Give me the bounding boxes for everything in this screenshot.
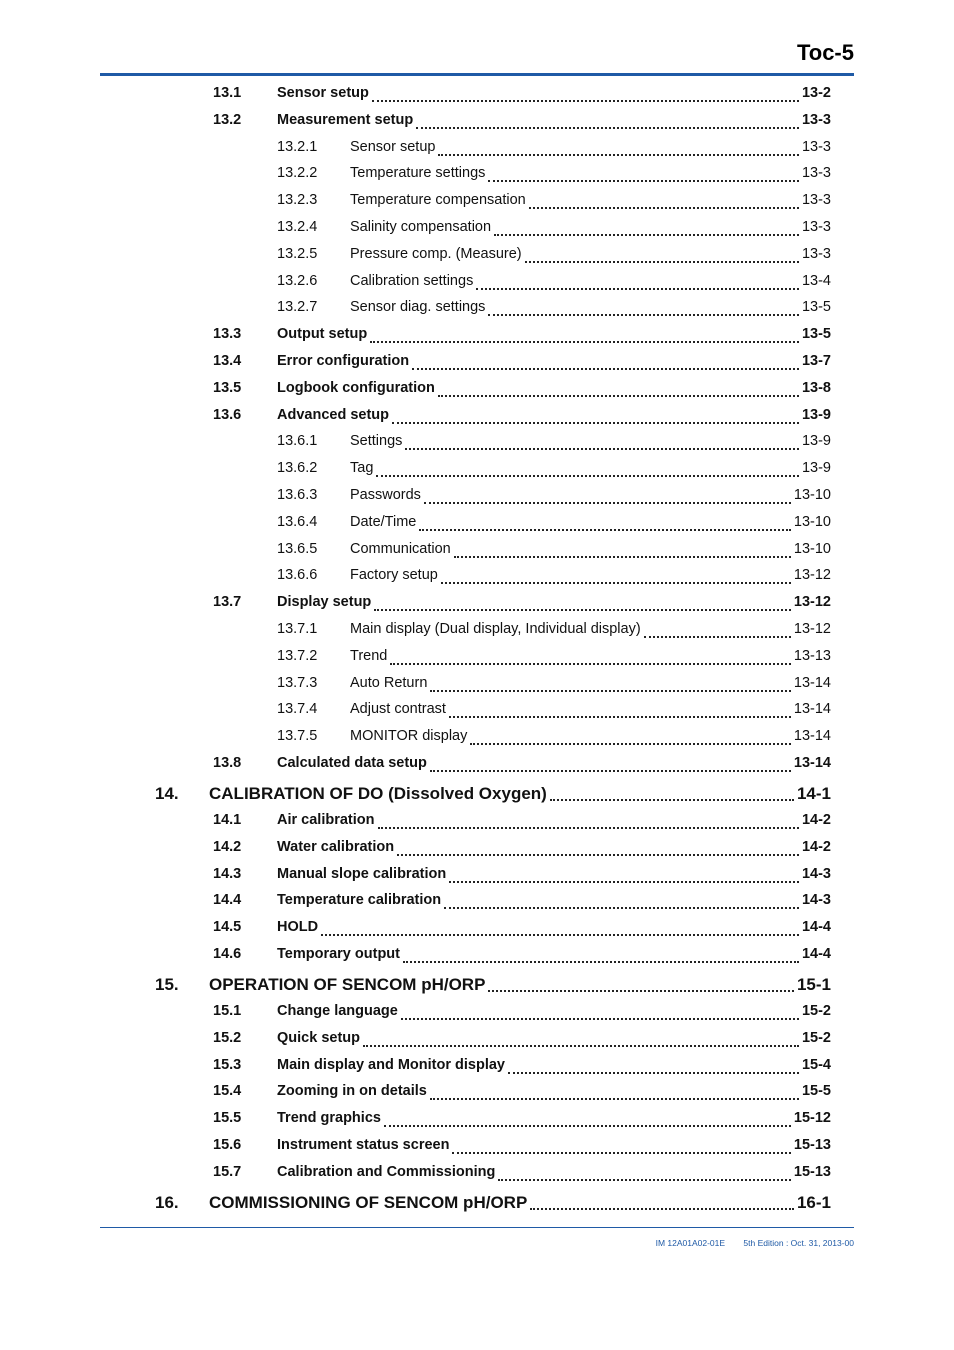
toc-entry[interactable] xyxy=(0,866,954,888)
toc-dot-leader xyxy=(488,179,799,182)
toc-entry-page: 16-1 xyxy=(796,1192,831,1212)
toc-entry[interactable] xyxy=(0,648,954,670)
toc-dot-leader xyxy=(378,826,799,829)
toc-entry-number: 14.6 xyxy=(213,946,242,962)
toc-entry-title: CALIBRATION OF DO (Dissolved Oxygen) xyxy=(209,784,547,803)
toc-dot-leader xyxy=(384,1124,791,1127)
toc-dot-leader xyxy=(430,769,791,772)
toc-entry-number: 15.4 xyxy=(213,1083,242,1100)
toc-entry[interactable] xyxy=(0,246,954,268)
toc-entry-page: 13-10 xyxy=(793,487,831,503)
toc-entry[interactable] xyxy=(0,594,954,616)
toc-entry-title: Sensor setup xyxy=(277,85,369,101)
toc-entry-number: 13.6.5 xyxy=(277,540,318,557)
toc-entry-number: 13.7.5 xyxy=(277,728,318,745)
toc-dot-leader xyxy=(498,1178,791,1181)
toc-dot-leader xyxy=(444,906,799,909)
toc-dot-leader xyxy=(374,608,791,611)
toc-entry-title: Instrument status screen xyxy=(277,1137,450,1153)
toc-dot-leader xyxy=(401,1017,799,1020)
toc-entry-title: Sensor setup xyxy=(350,138,436,155)
toc-entry-number: 13.6.2 xyxy=(277,460,318,477)
toc-entry-page: 14-1 xyxy=(796,784,831,803)
toc-entry[interactable] xyxy=(0,112,954,134)
toc-entry-page: 13-2 xyxy=(801,85,831,101)
toc-entry[interactable] xyxy=(0,1164,954,1186)
toc-dot-leader xyxy=(488,313,799,316)
toc-entry-page: 13-14 xyxy=(793,755,831,771)
toc-entry-number: 13.2.5 xyxy=(277,245,318,262)
toc-entry-title: Change language xyxy=(277,1003,398,1019)
toc-entry[interactable] xyxy=(0,407,954,429)
toc-entry-title: Passwords xyxy=(350,487,421,503)
toc-entry-title: Air calibration xyxy=(277,812,375,828)
toc-entry[interactable] xyxy=(0,784,954,806)
toc-entry[interactable] xyxy=(0,1030,954,1052)
toc-entry[interactable] xyxy=(0,273,954,295)
toc-entry[interactable] xyxy=(0,380,954,402)
toc-entry[interactable] xyxy=(0,1193,954,1215)
toc-entry-title: HOLD xyxy=(277,919,319,936)
toc-entry-title: Display setup xyxy=(277,594,372,611)
toc-entry-title: Temperature calibration xyxy=(277,892,442,909)
toc-entry-page: 13-9 xyxy=(801,406,831,423)
toc-entry-number: 15.1 xyxy=(213,1003,242,1019)
toc-entry-number: 13.6.1 xyxy=(277,433,318,450)
toc-entry-page: 13-10 xyxy=(793,540,831,557)
toc-entry-number: 13.7.2 xyxy=(277,647,318,664)
toc-entry-page: 13-12 xyxy=(793,621,831,637)
toc-entry-title: Logbook configuration xyxy=(277,379,435,396)
toc-entry[interactable] xyxy=(0,812,954,834)
toc-entry-page: 15-5 xyxy=(801,1083,831,1100)
toc-dot-leader xyxy=(412,367,799,370)
toc-entry[interactable] xyxy=(0,219,954,241)
toc-dot-leader xyxy=(438,153,799,156)
toc-entry-number: 15.7 xyxy=(213,1163,242,1180)
toc-entry-number: 14.4 xyxy=(213,892,242,909)
footer-rule xyxy=(100,1227,854,1228)
toc-entry-number: 13.6.3 xyxy=(277,487,318,503)
toc-dot-leader xyxy=(488,989,794,992)
toc-entry-number: 15. xyxy=(155,975,179,994)
toc-entry-title: Error configuration xyxy=(277,353,410,369)
toc-entry-title: Communication xyxy=(350,540,451,557)
toc-entry-page: 13-4 xyxy=(801,272,831,289)
toc-entry-number: 13.6.6 xyxy=(277,567,318,584)
toc-entry[interactable] xyxy=(0,1110,954,1132)
toc-dot-leader xyxy=(376,474,799,477)
toc-entry-title: Temporary output xyxy=(277,946,400,962)
toc-entry-title: COMMISSIONING OF SENCOM pH/ORP xyxy=(209,1192,528,1212)
page-number: Toc-5 xyxy=(796,40,854,65)
toc-entry-page: 13-3 xyxy=(801,219,831,235)
toc-entry-number: 13.2.2 xyxy=(277,165,318,182)
toc-entry-page: 13-3 xyxy=(801,138,831,155)
toc-entry[interactable] xyxy=(0,701,954,723)
toc-dot-leader xyxy=(530,1207,794,1210)
toc-entry-number: 14.5 xyxy=(213,919,242,936)
toc-entry-page: 13-3 xyxy=(801,111,831,128)
toc-entry-page: 13-5 xyxy=(801,326,831,343)
toc-entry-title: Temperature compensation xyxy=(350,192,526,209)
toc-entry-title: Tag xyxy=(350,460,374,477)
toc-entry-page: 14-4 xyxy=(801,919,831,936)
toc-entry-number: 13.2.3 xyxy=(277,192,318,209)
toc-entry-number: 14.1 xyxy=(213,812,242,828)
toc-entry[interactable] xyxy=(0,1137,954,1159)
toc-dot-leader xyxy=(508,1071,799,1074)
toc-dot-leader xyxy=(392,421,799,424)
toc-entry-title: Zooming in on details xyxy=(277,1083,427,1100)
toc-entry[interactable] xyxy=(0,299,954,321)
toc-dot-leader xyxy=(454,555,791,558)
toc-dot-leader xyxy=(476,287,799,290)
toc-entry[interactable] xyxy=(0,1083,954,1105)
toc-entry-title: Temperature settings xyxy=(350,165,486,182)
toc-entry[interactable] xyxy=(0,621,954,643)
toc-entry-page: 13-14 xyxy=(793,728,831,745)
toc-dot-leader xyxy=(550,798,794,801)
toc-entry-page: 13-14 xyxy=(793,674,831,691)
toc-entry-page: 13-3 xyxy=(801,192,831,209)
toc-entry-title: Quick setup xyxy=(277,1029,360,1046)
toc-entry-number: 15.5 xyxy=(213,1110,242,1127)
toc-entry[interactable] xyxy=(0,514,954,536)
toc-entry[interactable] xyxy=(0,975,954,997)
footer xyxy=(656,1238,854,1248)
toc-dot-leader xyxy=(397,853,799,856)
toc-entry-title: Calculated data setup xyxy=(277,755,427,771)
toc-entry-number: 13.6.4 xyxy=(277,513,318,530)
toc-entry[interactable] xyxy=(0,541,954,563)
toc-entry-title: Date/Time xyxy=(350,513,417,530)
toc-dot-leader xyxy=(449,715,791,718)
toc-dot-leader xyxy=(372,99,799,102)
toc-entry-number: 13.2.7 xyxy=(277,299,318,316)
toc-dot-leader xyxy=(370,340,799,343)
toc-entry-page: 13-3 xyxy=(801,245,831,262)
toc-dot-leader xyxy=(452,1151,790,1154)
toc-entry-number: 13.2.6 xyxy=(277,272,318,289)
toc-entry-page: 13-14 xyxy=(793,701,831,718)
toc-entry[interactable] xyxy=(0,567,954,589)
toc-entry[interactable] xyxy=(0,755,954,777)
toc-entry-number: 13.7.1 xyxy=(277,621,318,637)
toc-dot-leader xyxy=(430,1097,799,1100)
toc-dot-leader xyxy=(438,394,799,397)
toc-entry-number: 13.2.4 xyxy=(277,219,318,235)
toc-dot-leader xyxy=(470,742,791,745)
toc-entry-number: 15.2 xyxy=(213,1029,242,1046)
toc-dot-leader xyxy=(494,233,799,236)
toc-entry-title: Measurement setup xyxy=(277,111,414,128)
toc-entry-number: 13.5 xyxy=(213,379,242,396)
toc-entry[interactable] xyxy=(0,946,954,968)
toc-entry[interactable] xyxy=(0,675,954,697)
toc-entry-page: 15-2 xyxy=(801,1029,831,1046)
toc-entry-page: 15-12 xyxy=(793,1110,831,1127)
toc-entry[interactable] xyxy=(0,353,954,375)
toc-entry[interactable] xyxy=(0,1057,954,1079)
toc-entry[interactable] xyxy=(0,1003,954,1025)
toc-entry[interactable] xyxy=(0,728,954,750)
toc-dot-leader xyxy=(529,206,799,209)
toc-dot-leader xyxy=(430,689,791,692)
toc-entry[interactable] xyxy=(0,192,954,214)
toc-entry-page: 13-13 xyxy=(793,647,831,664)
toc-entry[interactable] xyxy=(0,139,954,161)
toc-entry-page: 13-3 xyxy=(801,165,831,182)
toc-entry-page: 14-2 xyxy=(801,838,831,855)
toc-entry-number: 13.7 xyxy=(213,594,242,611)
toc-entry-page: 14-3 xyxy=(801,892,831,909)
toc-dot-leader xyxy=(390,662,791,665)
toc-entry-page: 13-12 xyxy=(793,594,831,611)
toc-entry-page: 13-7 xyxy=(801,353,831,369)
toc-dot-leader xyxy=(525,260,799,263)
toc-entry-page: 13-9 xyxy=(801,433,831,450)
toc-entry[interactable] xyxy=(0,165,954,187)
toc-entry-title: Advanced setup xyxy=(277,406,389,423)
toc-entry-number: 13.6 xyxy=(213,406,242,423)
toc-entry[interactable] xyxy=(0,326,954,348)
toc-entry[interactable] xyxy=(0,433,954,455)
toc-entry-title: Settings xyxy=(350,433,403,450)
toc-entry-title: Adjust contrast xyxy=(350,701,446,718)
toc-entry-title: Auto Return xyxy=(350,674,428,691)
toc-dot-leader xyxy=(403,960,799,963)
toc-dot-leader xyxy=(416,126,799,129)
toc-entry-number: 13.8 xyxy=(213,755,242,771)
toc-entry-page: 14-4 xyxy=(801,946,831,962)
toc-entry-number: 14.2 xyxy=(213,838,242,855)
toc-entry-number: 14. xyxy=(155,784,179,803)
footer-doc-id: IM 12A01A02-01E xyxy=(655,1238,726,1248)
toc-entry-number: 13.2 xyxy=(213,111,242,128)
toc-entry-number: 13.4 xyxy=(213,353,242,369)
toc-entry-page: 14-2 xyxy=(801,812,831,828)
toc-entry[interactable] xyxy=(0,487,954,509)
toc-entry-title: Calibration and Commissioning xyxy=(277,1163,496,1180)
toc-entry-number: 15.3 xyxy=(213,1056,242,1073)
toc-entry[interactable] xyxy=(0,85,954,107)
toc-entry-page: 15-2 xyxy=(801,1003,831,1019)
toc-entry[interactable] xyxy=(0,892,954,914)
toc-entry-title: Output setup xyxy=(277,326,368,343)
toc-dot-leader xyxy=(441,581,791,584)
toc-entry-title: Water calibration xyxy=(277,838,395,855)
toc-entry-page: 15-13 xyxy=(793,1163,831,1180)
toc-entry-number: 13.3 xyxy=(213,326,242,343)
toc-entry-page: 13-10 xyxy=(793,513,831,530)
toc-dot-leader xyxy=(644,635,791,638)
toc-dot-leader xyxy=(363,1044,799,1047)
toc-dot-leader xyxy=(449,880,799,883)
footer-edition: 5th Edition : Oct. 31, 2013-00 xyxy=(743,1238,854,1248)
toc-dot-leader xyxy=(405,447,799,450)
toc-entry-title: Trend graphics xyxy=(277,1110,381,1127)
toc-entry-number: 13.7.3 xyxy=(277,674,318,691)
toc-entry-number: 14.3 xyxy=(213,865,242,882)
header-rule xyxy=(100,73,854,76)
toc-entry-title: Main display (Dual display, Individual display) xyxy=(350,621,641,637)
toc-entry-page: 15-4 xyxy=(801,1056,831,1073)
toc-entry-title: Trend xyxy=(350,647,388,664)
toc-entry-page: 13-12 xyxy=(793,567,831,584)
toc-entry-title: Factory setup xyxy=(350,567,438,584)
toc-entry-number: 13.1 xyxy=(213,85,242,101)
toc-entry-number: 13.2.1 xyxy=(277,138,318,155)
toc-entry-title: Pressure comp. (Measure) xyxy=(350,245,522,262)
toc-entry-title: Salinity compensation xyxy=(350,219,492,235)
toc-entry[interactable] xyxy=(0,919,954,941)
toc-dot-leader xyxy=(321,933,799,936)
toc-entry-title: MONITOR display xyxy=(350,728,468,745)
toc-entry-page: 13-9 xyxy=(801,460,831,477)
toc-entry-title: Sensor diag. settings xyxy=(350,299,486,316)
toc-entry[interactable] xyxy=(0,839,954,861)
toc-entry-page: 15-1 xyxy=(796,975,831,994)
toc-dot-leader xyxy=(419,528,791,531)
toc-entry-number: 15.6 xyxy=(213,1137,242,1153)
toc-entry-title: Calibration settings xyxy=(350,272,474,289)
toc-dot-leader xyxy=(424,501,791,504)
toc-entry-number: 13.7.4 xyxy=(277,701,318,718)
toc-entry-number: 16. xyxy=(155,1192,179,1212)
toc-entry-title: Main display and Monitor display xyxy=(277,1056,505,1073)
toc-entry-page: 15-13 xyxy=(793,1137,831,1153)
toc-entry[interactable] xyxy=(0,460,954,482)
toc-entry-page: 13-8 xyxy=(801,379,831,396)
toc-entry-page: 13-5 xyxy=(801,299,831,316)
toc-entry-title: OPERATION OF SENCOM pH/ORP xyxy=(209,975,486,994)
toc-entry-page: 14-3 xyxy=(801,865,831,882)
toc-entry-title: Manual slope calibration xyxy=(277,865,447,882)
